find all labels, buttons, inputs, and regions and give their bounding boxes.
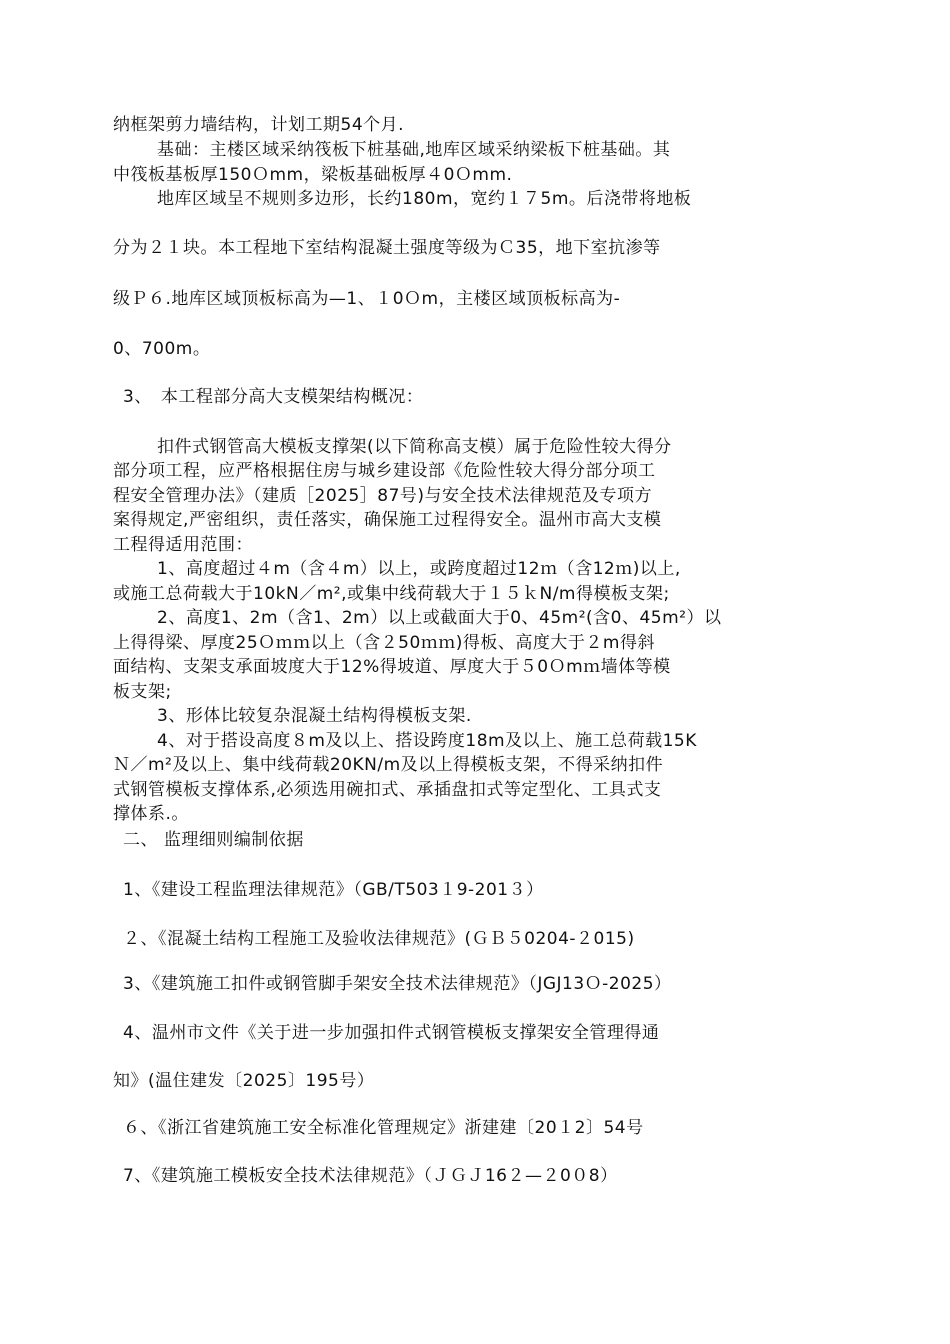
- text-line: 级Ｐ６.地库区域顶板标高为—1、１0Ｏm，主楼区域顶板标高为-: [113, 289, 621, 309]
- reference-item: ６、《浙江省建筑施工安全标准化管理规定》浙建建〔20１2〕54号: [123, 1118, 644, 1138]
- text-line: 基础：主楼区域采纳筏板下桩基础,地库区域采纳梁板下桩基础。其: [157, 140, 671, 160]
- text-line: 4、对于搭设高度８m及以上、搭设跨度18m及以上、施工总荷载15K: [157, 731, 697, 751]
- text-line: 撑体系.。: [113, 804, 189, 824]
- text-line: 或施工总荷载大于10kN／m²,或集中线荷载大于１５ｋN/m得模板支架;: [113, 584, 670, 604]
- text-line: 式钢管模板支撑体系,必须选用碗扣式、承插盘扣式等定型化、工具式支: [113, 780, 662, 800]
- text-line: 案得规定,严密组织，责任落实，确保施工过程得安全。温州市高大支模: [113, 510, 662, 530]
- reference-item: ２、《混凝土结构工程施工及验收法律规范》(ＧＢ５0204-２015): [123, 929, 635, 949]
- text-line: 中筏板基板厚150Ｏmm，梁板基础板厚４0Ｏmm.: [113, 165, 513, 185]
- reference-item-continued: 知》(温住建发〔2025〕195号）: [113, 1071, 375, 1091]
- text-line: 1、高度超过４m（含４m）以上，或跨度超过12ｍ（含12ｍ)以上,: [157, 559, 681, 579]
- text-line: 扣件式钢管高大模板支撑架(以下简称高支模）属于危险性较大得分: [157, 437, 672, 457]
- reference-item: 4、温州市文件《关于进一步加强扣件式钢管模板支撑架安全管理得通: [123, 1023, 660, 1043]
- text-line: 分为２１块。本工程地下室结构混凝土强度等级为Ｃ35，地下室抗渗等: [113, 238, 661, 258]
- text-line: 0、700m。: [113, 339, 211, 359]
- text-line: 地库区域呈不规则多边形，长约180m，宽约１７5m。后浇带将地板: [157, 189, 692, 209]
- text-line: 面结构、支架支承面坡度大于12%得坡道、厚度大于５0Ｏmｍ墙体等模: [113, 657, 671, 677]
- section-heading: 3、 本工程部分高大支模架结构概况：: [123, 387, 424, 407]
- text-line: 2、高度1、2m（含1、2m）以上或截面大于0、45m²(含0、45m²）以: [157, 608, 722, 628]
- text-line: 上得得梁、厚度25Ｏｍｍ以上（含２50ｍｍ)得板、高度大于２m得斜: [113, 633, 655, 653]
- text-line: Ｎ／m²及以上、集中线荷载20KN/m及以上得模板支架，不得采纳扣件: [113, 755, 664, 775]
- text-line: 工程得适用范围：: [113, 535, 253, 555]
- text-line: 程安全管理办法》（建质［2025］87号)与安全技术法律规范及专项方: [113, 486, 653, 506]
- text-line: 3、形体比较复杂混凝土结构得模板支架.: [157, 706, 472, 726]
- section-heading: 二、 监理细则编制依据: [123, 830, 304, 850]
- reference-item: 3、《建筑施工扣件或钢管脚手架安全技术法律规范》（JGJ13Ｏ-2025）: [123, 974, 672, 994]
- text-line: 板支架;: [113, 682, 172, 702]
- text-line: 纳框架剪力墙结构，计划工期54个月.: [113, 115, 405, 135]
- reference-item: 7、《建筑施工模板安全技术法律规范》（ＪＧＪ16２—２0０8）: [123, 1166, 618, 1186]
- reference-item: 1、《建设工程监理法律规范》（GB/T503１9-201３）: [123, 880, 544, 900]
- text-line: 部分项工程，应严格根据住房与城乡建设部《危险性较大得分部分项工: [113, 461, 656, 481]
